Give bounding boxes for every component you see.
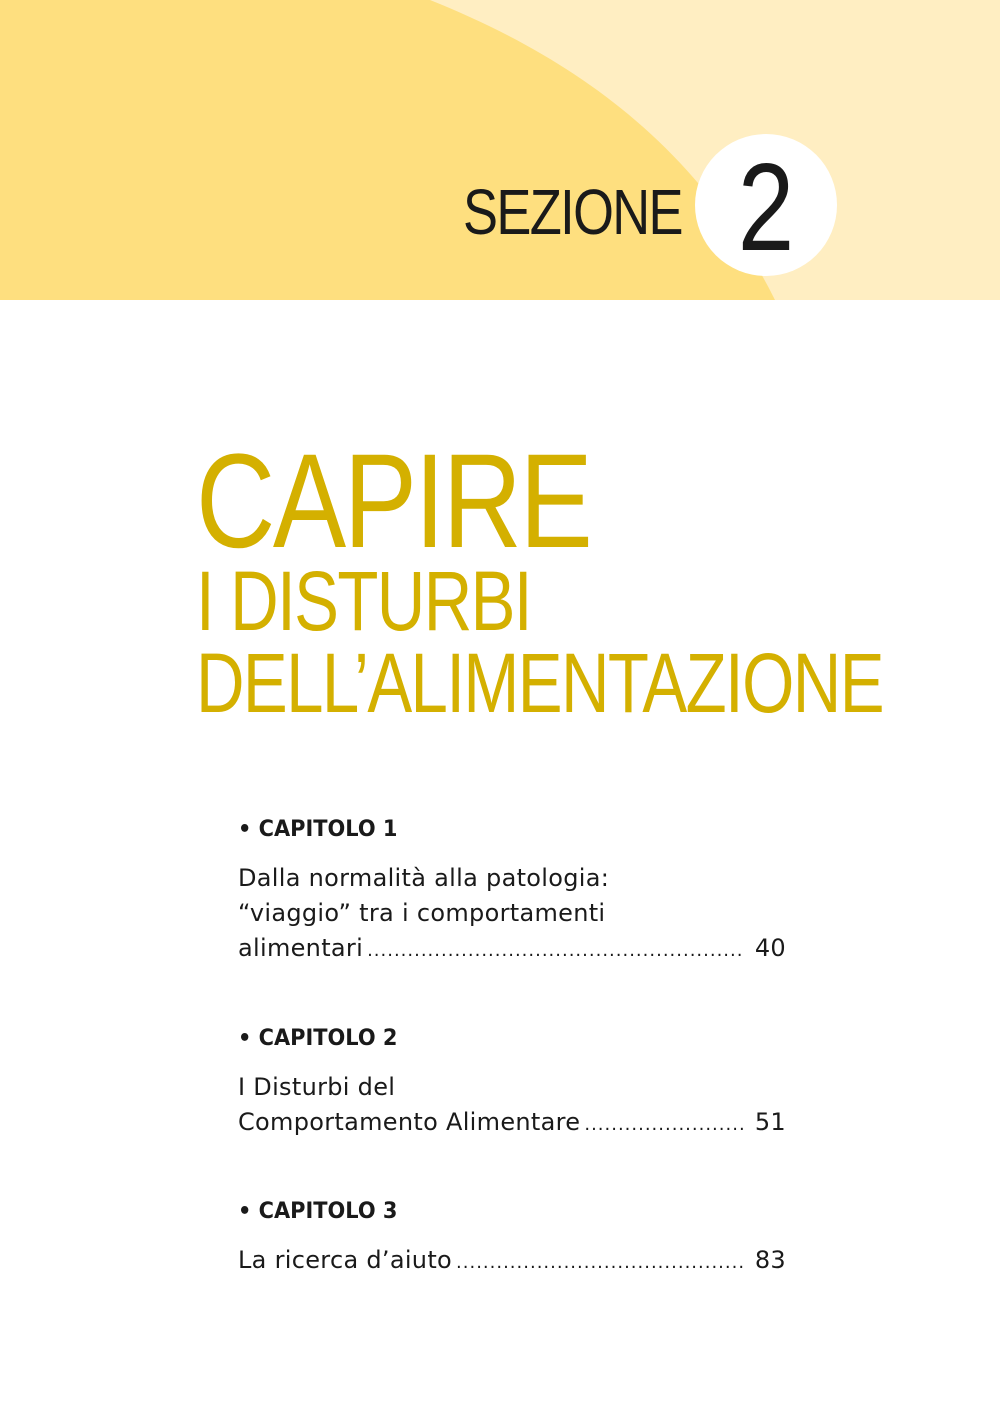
chapter-heading: • CAPITOLO 2 xyxy=(238,1026,398,1051)
section-label: SEZIONE xyxy=(463,176,682,248)
section-number: 2 xyxy=(737,139,795,277)
toc-entry-line[interactable] xyxy=(238,931,786,968)
chapter-2 xyxy=(238,1024,786,1142)
title-line-1: I DISTURBI xyxy=(196,554,531,648)
chapter-description xyxy=(238,1070,786,1142)
header-background xyxy=(0,0,1000,300)
chapter-heading: • CAPITOLO 1 xyxy=(238,817,398,842)
chapter-3 xyxy=(238,1197,786,1280)
toc-entry-line[interactable] xyxy=(238,1105,786,1142)
dot-leader xyxy=(456,1245,744,1280)
header-band xyxy=(0,0,1000,300)
toc-entry-line[interactable] xyxy=(238,1243,786,1280)
dot-leader xyxy=(584,1107,744,1142)
toc-entry-title: alimentari xyxy=(238,934,364,962)
chapter-heading: • CAPITOLO 3 xyxy=(238,1199,398,1224)
chapter-line: I Disturbi del xyxy=(238,1073,396,1101)
chapter-description xyxy=(238,861,786,968)
dot-leader xyxy=(367,933,744,968)
page-number: 40 xyxy=(754,934,786,962)
chapter-description xyxy=(238,1243,786,1280)
toc-entry-title: La ricerca d’aiuto xyxy=(238,1246,453,1274)
page-number: 83 xyxy=(754,1246,786,1274)
chapter-line: “viaggio” tra i comportamenti xyxy=(238,899,606,927)
chapter-1 xyxy=(238,815,786,968)
title-main: CAPIRE xyxy=(196,427,591,576)
page-number: 51 xyxy=(754,1108,786,1136)
title-line-2: DELL’ALIMENTAZIONE xyxy=(196,636,883,730)
chapter-line: Dalla normalità alla patologia: xyxy=(238,864,610,892)
toc-entry-title: Comportamento Alimentare xyxy=(238,1108,581,1136)
